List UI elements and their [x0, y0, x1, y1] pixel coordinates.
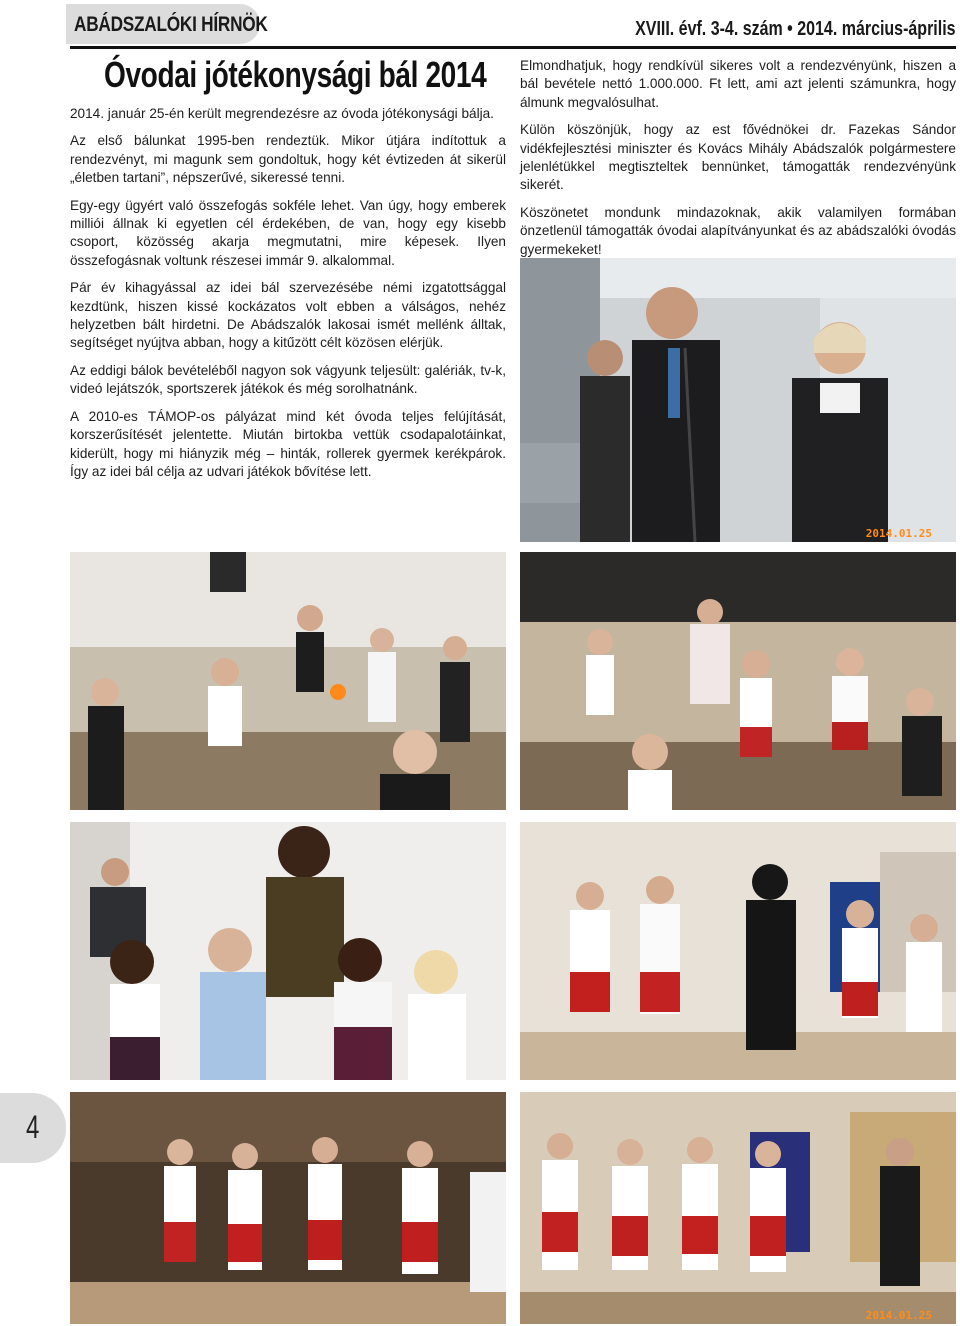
page-number: 4 — [26, 1109, 40, 1145]
paragraph: Az első bálunkat 1995-ben rendeztük. Mikor útjára indítottuk a rendezvényt, mi magunk sem gondoltuk, hogy két évtizeden át sikerül „életben tartani”, népszerűvé, sikeressé tenni. — [70, 133, 506, 186]
photo-date-stamp: 2014.01.25 — [865, 1309, 932, 1322]
page-number-tab — [0, 1093, 66, 1163]
photo-children-dance-1 — [70, 552, 506, 810]
photo-adult-dance-singer — [520, 822, 956, 1080]
photo-speech — [520, 258, 956, 542]
paragraph: 2014. január 25-én került megrendezésre az óvoda jótékonysági bálja. — [70, 106, 494, 121]
article-left-column — [70, 105, 506, 490]
photo-adult-dance-1 — [70, 1092, 506, 1324]
paragraph: Egy-egy ügyért való összefogás sokféle lehet. Van úgy, hogy emberek milliói állnak ki egyetlen cél érdekében, de van, hogy egy kisebb csoport, közösség akarja megmutatni, mire képesek. Ilyen összefogásnak voltunk részesei immár 9. alkalommal. — [70, 197, 506, 268]
header-rule — [70, 46, 956, 49]
issue-info: XVIII. évf. 3-4. szám • 2014. március-április — [635, 18, 956, 40]
paragraph: Elmondhatjuk, hogy rendkívül sikeres volt a rendezvényünk, hiszen a bál bevétele nettó 1.000.000. Ft lett, ami azt jelenti számunkra, hogy álmunk megvalósulhat. — [520, 58, 956, 110]
photo-children-dance-2 — [520, 552, 956, 810]
paragraph: A 2010-es TÁMOP-os pályázat mind két óvoda teljes felújítását, korszerűsítését jelentette. Miután birtokba vettük csodapalotáinkat, kiderült, hogy mi hiányzik még – hinták, rollerek gyermek kerékpárok. Így az idei bál célja az udvari játékok bővítése lett. — [70, 408, 506, 479]
paragraph: Külön köszönjük, hogy az est fővédnökei dr. Fazekas Sándor vidékfejlesztési miniszter és Kovács Mihály Abádszalók polgármestere jelenlétükkel megtiszteltek bennünket, támogatták rendezvényünk sikerét. — [520, 122, 956, 193]
photo-adult-dance-2 — [520, 1092, 956, 1324]
masthead-tab — [66, 4, 268, 44]
publication-name: ABÁDSZALÓKI HÍRNÖK — [74, 13, 268, 36]
photo-date-stamp: 2014.01.25 — [865, 527, 932, 540]
paragraph: Pár év kihagyással az idei bál szervezésébe némi izgatottsággal kezdtünk, hiszen kissé kockázatos volt ebben a válságos, nehéz helyzetben bált hirdetni. De Abádszalók lakosai ismét mellénk álltak, segítséget nyújtva abban, hogy a kitűzött célt közösen elérjük. — [70, 280, 506, 351]
photo-children-singing — [70, 822, 506, 1080]
article-right-column — [520, 57, 956, 268]
paragraph: Az eddigi bálok bevételéből nagyon sok vágyunk teljesült: galériák, tv-k, videó lejátszók, sportszerek játékok és még sorolhatnánk. — [70, 362, 506, 397]
paragraph: Köszönetet mondunk mindazoknak, akik valamilyen formában önzetlenül támogatták óvodai alapítványunkat és az abádszalóki óvodás gyermekeket! — [520, 204, 956, 257]
article-title: Óvodai jótékonysági bál 2014 — [104, 54, 487, 95]
